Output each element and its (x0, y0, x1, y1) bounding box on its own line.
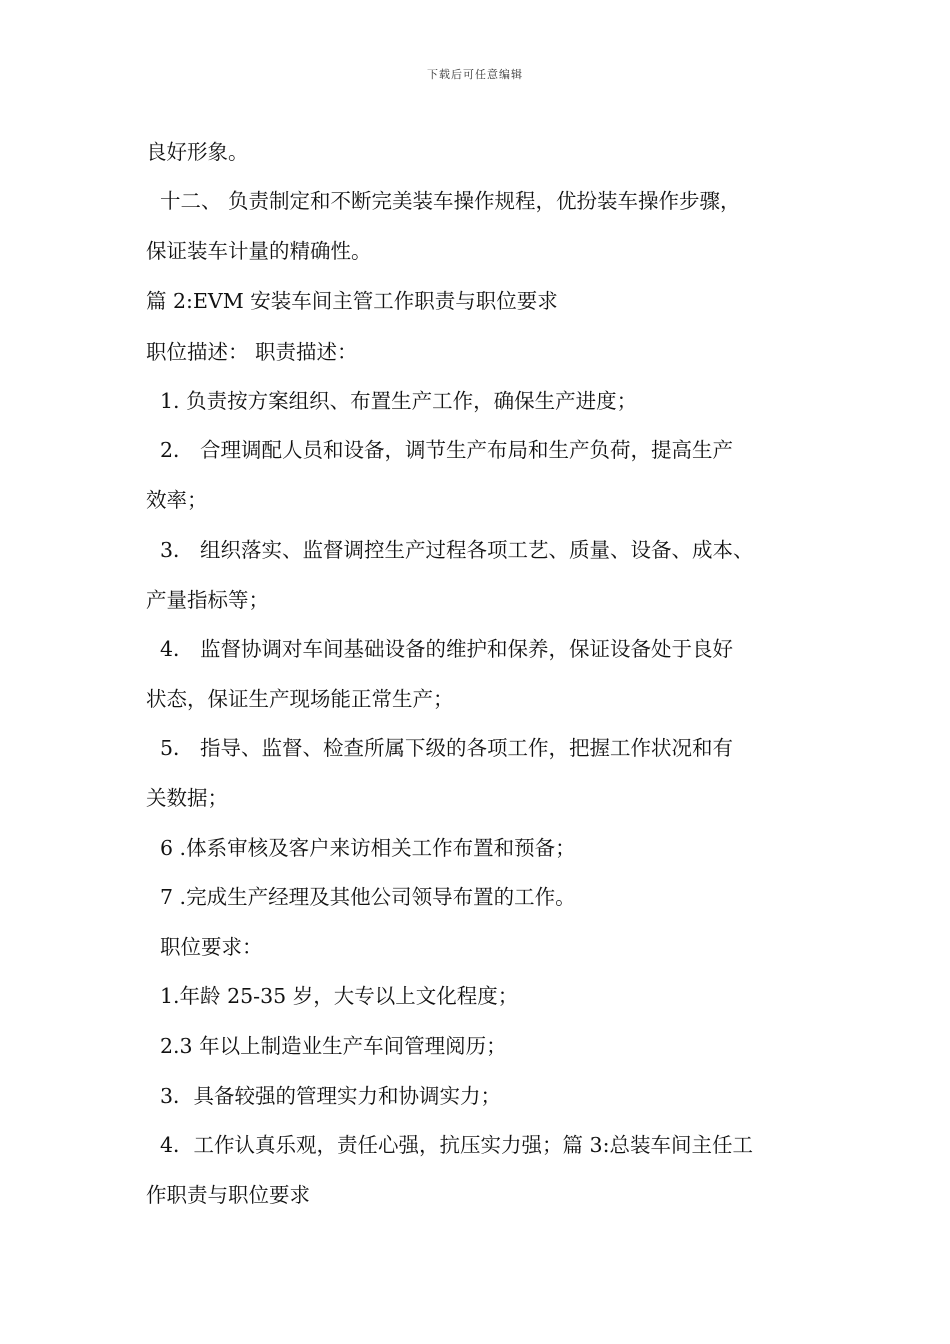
duty-item-2: 2． 合理调配人员和设备，调节生产布局和生产负荷，提高生产 (160, 438, 734, 462)
text-line-3: 保证装车计量的精确性。 (146, 239, 372, 263)
requirement-item-4: 4．工作认真乐观，责任心强，抗压实力强；篇 3:总装车间主任工 (160, 1133, 754, 1157)
duty-item-3-cont: 产量指标等； (146, 588, 269, 612)
text-line-5: 职位描述： 职责描述： (146, 340, 358, 364)
duty-item-6: 6 .体系审核及客户来访相关工作布置和预备； (160, 836, 576, 860)
requirement-item-3: 3．具备较强的管理实力和协调实力； (160, 1084, 502, 1108)
requirements-heading: 职位要求： (160, 935, 263, 959)
requirement-item-4-cont: 作职责与职位要求 (146, 1183, 310, 1207)
duty-item-7: 7 .完成生产经理及其他公司领导布置的工作。 (160, 885, 576, 909)
duty-item-4-cont: 状态，保证生产现场能正常生产； (146, 687, 454, 711)
duty-item-5-cont: 关数据； (146, 786, 228, 810)
requirement-item-2: 2.3 年以上制造业生产车间管理阅历； (160, 1034, 507, 1058)
text-line-2: 十二、 负责制定和不断完美装车操作规程，优扮装车操作步骤， (160, 189, 741, 213)
duty-item-2-cont: 效率； (146, 488, 208, 512)
duty-item-1: 1. 负责按方案组织、布置生产工作，确保生产进度； (160, 389, 638, 413)
page-header-note: 下载后可任意编辑 (427, 68, 523, 81)
duty-item-3: 3． 组织落实、监督调控生产过程各项工艺、质量、设备、成本、 (160, 538, 754, 562)
text-line-1: 良好形象。 (146, 140, 249, 164)
requirement-item-1: 1.年龄 25-35 岁，大专以上文化程度； (160, 984, 519, 1008)
section-title-2: 篇 2:EVM 安装车间主管工作职责与职位要求 (146, 289, 558, 313)
duty-item-4: 4． 监督协调对车间基础设备的维护和保养，保证设备处于良好 (160, 637, 734, 661)
duty-item-5: 5． 指导、监督、检查所属下级的各项工作，把握工作状况和有 (160, 736, 734, 760)
